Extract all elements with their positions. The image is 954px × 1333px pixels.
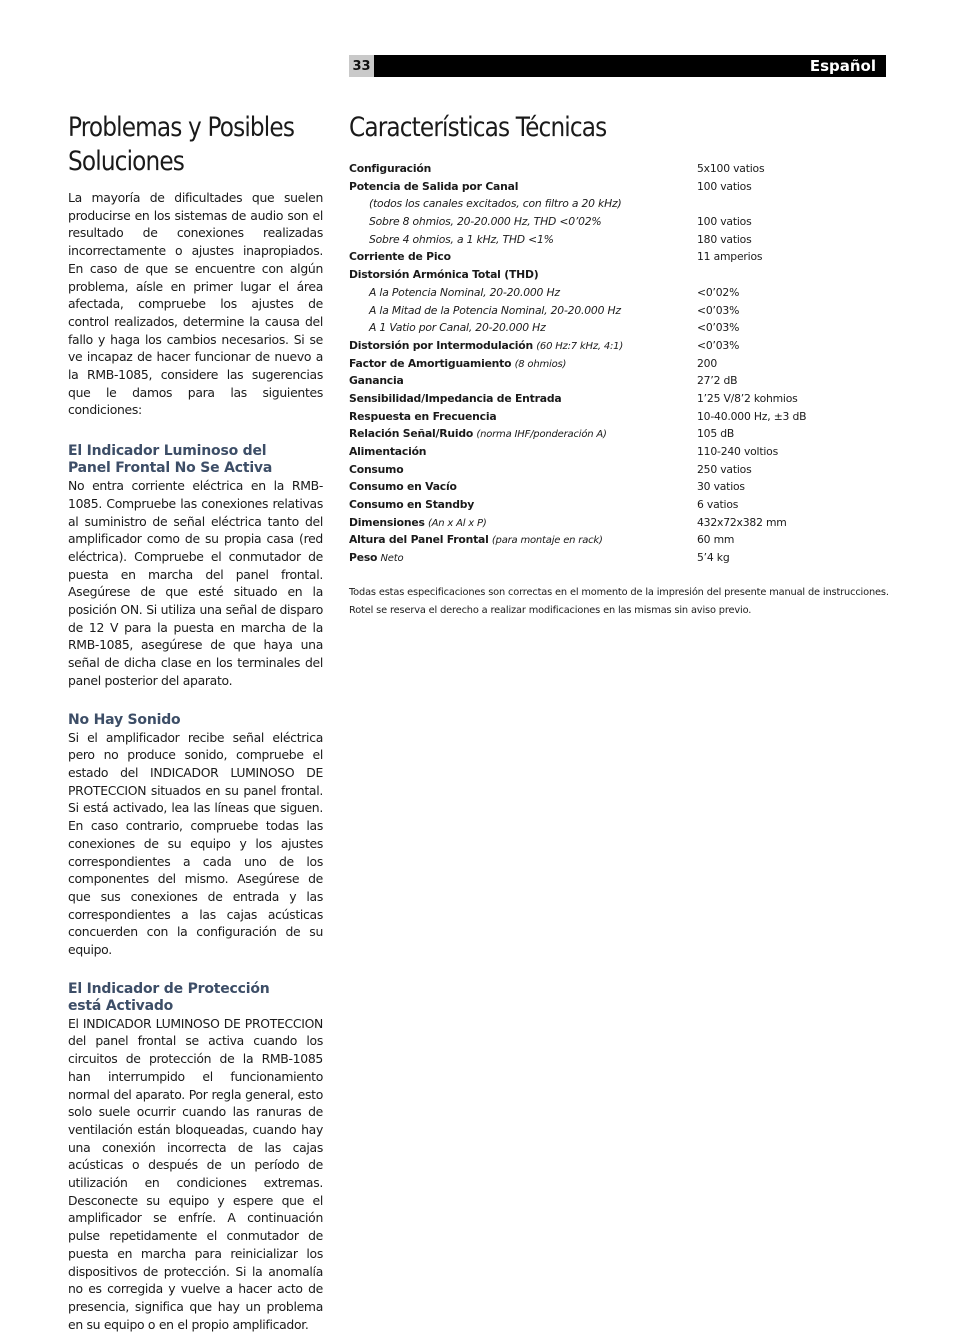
spec-label-text: Sobre 4 ohmios, a 1 kHz, THD <1% bbox=[369, 232, 554, 246]
spec-label bbox=[349, 531, 697, 549]
spec-row bbox=[349, 549, 806, 567]
spec-row bbox=[349, 355, 806, 373]
section-heading-line2: está Activado bbox=[68, 997, 174, 1014]
spec-label bbox=[349, 478, 697, 496]
spec-row bbox=[349, 160, 806, 178]
spec-note-line1: Todas estas especificaciones son correctas en el momento de la impresión del presente manual de instrucciones. bbox=[349, 587, 889, 598]
spec-row bbox=[349, 266, 806, 284]
spec-value: <0’03% bbox=[697, 338, 740, 352]
spec-value: 6 vatios bbox=[697, 498, 739, 512]
spec-row bbox=[349, 248, 806, 266]
spec-table bbox=[349, 160, 806, 567]
spec-label-text: A 1 Vatio por Canal, 20-20.000 Hz bbox=[369, 321, 546, 335]
spec-label bbox=[349, 266, 697, 284]
spec-label-text: (todos los canales excitados, con filtro a 20 kHz) bbox=[369, 197, 622, 211]
section-heading-protection bbox=[68, 981, 323, 1015]
spec-row bbox=[349, 425, 806, 443]
spec-row bbox=[349, 372, 806, 390]
spec-value: 5x100 vatios bbox=[697, 162, 765, 175]
spec-label-text: Altura del Panel Frontal bbox=[349, 533, 489, 547]
spec-label-text: Distorsión Armónica Total (THD) bbox=[349, 268, 539, 282]
spec-label-text: Alimentación bbox=[349, 445, 427, 458]
spec-value: 200 bbox=[697, 356, 718, 370]
spec-value: 30 vatios bbox=[697, 480, 745, 494]
spec-notes bbox=[349, 584, 889, 620]
spec-label bbox=[349, 514, 697, 532]
spec-value: 1’25 V/8’2 kohmios bbox=[697, 391, 798, 405]
spec-label bbox=[349, 408, 697, 426]
spec-label bbox=[349, 319, 697, 337]
spec-label-text: Respuesta en Frecuencia bbox=[349, 409, 497, 423]
spec-label-text: Configuración bbox=[349, 162, 432, 175]
spec-label-text: Sobre 8 ohmios, 20-20.000 Hz, THD <0’02% bbox=[369, 215, 602, 229]
spec-row bbox=[349, 337, 806, 355]
section-heading-line2: Panel Frontal No Se Activa bbox=[68, 460, 273, 477]
spec-label-text: Consumo bbox=[349, 462, 404, 476]
spec-value: 27’2 dB bbox=[697, 374, 738, 388]
spec-row bbox=[349, 461, 806, 479]
spec-value: 110-240 voltios bbox=[697, 445, 779, 458]
spec-row bbox=[349, 213, 806, 231]
page-number: 33 bbox=[349, 55, 374, 77]
spec-value: <0’03% bbox=[697, 303, 740, 317]
spec-value: 5’4 kg bbox=[697, 551, 730, 565]
specifications-title: Características Técnicas bbox=[349, 112, 607, 143]
spec-label bbox=[349, 337, 697, 355]
spec-label-text: Factor de Amortiguamiento bbox=[349, 356, 512, 370]
spec-label-text: Potencia de Salida por Canal bbox=[349, 179, 519, 193]
spec-label-text: Ganancia bbox=[349, 374, 404, 388]
section-heading-no-sound bbox=[68, 712, 323, 729]
language-banner bbox=[374, 55, 886, 77]
spec-qualifier: (8 ohmios) bbox=[514, 358, 567, 370]
spec-value: <0’02% bbox=[697, 285, 740, 299]
spec-label bbox=[349, 248, 697, 266]
spec-row bbox=[349, 496, 806, 514]
spec-row bbox=[349, 195, 806, 213]
spec-label bbox=[349, 213, 697, 231]
spec-label-text: Relación Señal/Ruido bbox=[349, 427, 474, 441]
section-heading-line1: No Hay Sonido bbox=[68, 711, 181, 728]
troubleshooting-title-line2: Soluciones bbox=[68, 146, 185, 177]
spec-label bbox=[349, 195, 697, 213]
spec-label bbox=[349, 178, 697, 196]
spec-value: 11 amperios bbox=[697, 250, 763, 264]
spec-row bbox=[349, 178, 806, 196]
spec-label bbox=[349, 231, 697, 249]
spec-value: 432x72x382 mm bbox=[697, 515, 787, 529]
section-heading-line1: El Indicador de Protección bbox=[68, 980, 270, 997]
spec-label bbox=[349, 390, 697, 408]
spec-label-text: Dimensiones bbox=[349, 515, 425, 529]
spec-label-text: Corriente de Pico bbox=[349, 250, 451, 264]
spec-label-text: Distorsión por Intermodulación bbox=[349, 338, 533, 352]
spec-row bbox=[349, 319, 806, 337]
spec-label bbox=[349, 461, 697, 479]
spec-row bbox=[349, 302, 806, 320]
section-body-panel-indicator: No entra corriente eléctrica en la RMB-1085. Compruebe las conexiones relativas al suministro de señal eléctrica tanto del amplificador como de su propia casa (red eléctrica). Compruebe el conmutador de puesta en marcha del panel frontal. Asegúrese de que esté situado en la posición ON. Si utiliza una señal de disparo de 12 V para la puesta en marcha de la RMB-1085, asegúrese de que haya una señal de dicha clase en los terminales del panel posterior del aparato. bbox=[68, 478, 323, 688]
spec-note-line2: Rotel se reserva el derecho a realizar modificaciones en las mismas sin aviso previo. bbox=[349, 605, 752, 616]
spec-label bbox=[349, 425, 697, 443]
spec-value: 105 dB bbox=[697, 427, 735, 441]
spec-label bbox=[349, 355, 697, 373]
spec-qualifier: (para montaje en rack) bbox=[491, 535, 603, 547]
spec-row bbox=[349, 514, 806, 532]
spec-value: 180 vatios bbox=[697, 232, 752, 246]
spec-row bbox=[349, 443, 806, 461]
spec-label bbox=[349, 372, 697, 390]
spec-value: 100 vatios bbox=[697, 215, 752, 229]
spec-value: 60 mm bbox=[697, 533, 735, 547]
troubleshooting-title-line1: Problemas y Posibles bbox=[68, 112, 295, 143]
spec-value: 250 vatios bbox=[697, 462, 752, 476]
spec-label bbox=[349, 160, 697, 178]
spec-row bbox=[349, 531, 806, 549]
section-heading-line1: El Indicador Luminoso del bbox=[68, 443, 267, 460]
spec-label-text: Consumo en Standby bbox=[349, 498, 475, 512]
section-heading-panel-indicator bbox=[68, 443, 323, 477]
section-body-protection: El INDICADOR LUMINOSO DE PROTECCION del panel frontal se activa cuando los circuitos de protección de la RMB-1085 han interrumpido el funcionamiento normal del aparato. Por regla general, esto solo suele ocurrir cuando las ranuras de ventilación están bloqueadas, cuando hay una conexión incorrecta de las cajas acústicas o después de un período de utilización en condiciones extremas. Desconecte su equipo y espere que el amplificador se enfríe. A continuación pulse repetidamente el conmutador de puesta en marcha para reinicializar los dispositivos de protección. Si la anomalía no es corregida y vuelve a hacer acto de presencia, significa que hay un problema en su equipo o en el propio amplificador. bbox=[68, 1015, 323, 1332]
spec-label bbox=[349, 496, 697, 514]
spec-row bbox=[349, 284, 806, 302]
spec-label bbox=[349, 302, 697, 320]
spec-label bbox=[349, 549, 697, 567]
spec-qualifier: Neto bbox=[380, 553, 404, 565]
spec-qualifier: (norma IHF/ponderación A) bbox=[476, 429, 607, 441]
troubleshooting-title bbox=[68, 111, 294, 179]
troubleshooting-column bbox=[68, 189, 323, 1333]
spec-qualifier: (60 Hz:7 kHz, 4:1) bbox=[536, 340, 624, 352]
spec-row bbox=[349, 390, 806, 408]
spec-label bbox=[349, 284, 697, 302]
section-body-no-sound: Si el amplificador recibe señal eléctrica pero no produce sonido, compruebe el estado del INDICADOR LUMINOSO DE PROTECCION situados en su panel frontal. Si está activado, lea las líneas que siguen. En caso contrario, compruebe todas las conexiones de su equipo y los ajustes correspondientes a cada uno de los componentes del mismo. Asegúrese de que sus conexiones de entrada y las correspondientes a las cajas acústicas concuerden con la configuración de su equipo. bbox=[68, 729, 323, 958]
spec-label-text: A la Mitad de la Potencia Nominal, 20-20.000 Hz bbox=[369, 303, 621, 317]
spec-row bbox=[349, 478, 806, 496]
spec-value: 100 vatios bbox=[697, 179, 752, 193]
spec-label-text: Peso bbox=[349, 551, 378, 565]
spec-value: 10-40.000 Hz, ±3 dB bbox=[697, 409, 807, 423]
spec-row bbox=[349, 231, 806, 249]
spec-label bbox=[349, 443, 697, 461]
spec-row bbox=[349, 408, 806, 426]
intro-paragraph: La mayoría de dificultades que suelen producirse en los sistemas de audio son el resultado de conexiones realizadas incorrectamente o ajustes inapropiados. En caso de que se encuentre con algún problema, aísle en primer lugar el área afectada, compruebe los ajustes de control realizados, determine la causa del fallo y haga los cambios necesarios. Si se ve incapaz de hacer funcionar de nuevo a la RMB-1085, considere las sugerencias que le damos para las siguientes condiciones: bbox=[68, 190, 323, 418]
spec-label-text: Sensibilidad/Impedancia de Entrada bbox=[349, 391, 562, 405]
spec-qualifier: (An x Al x P) bbox=[427, 517, 487, 529]
spec-value: <0’03% bbox=[697, 321, 740, 335]
spec-label-text: Consumo en Vacío bbox=[349, 480, 457, 494]
language-label: Español bbox=[809, 57, 876, 75]
spec-label-text: A la Potencia Nominal, 20-20.000 Hz bbox=[369, 285, 560, 299]
